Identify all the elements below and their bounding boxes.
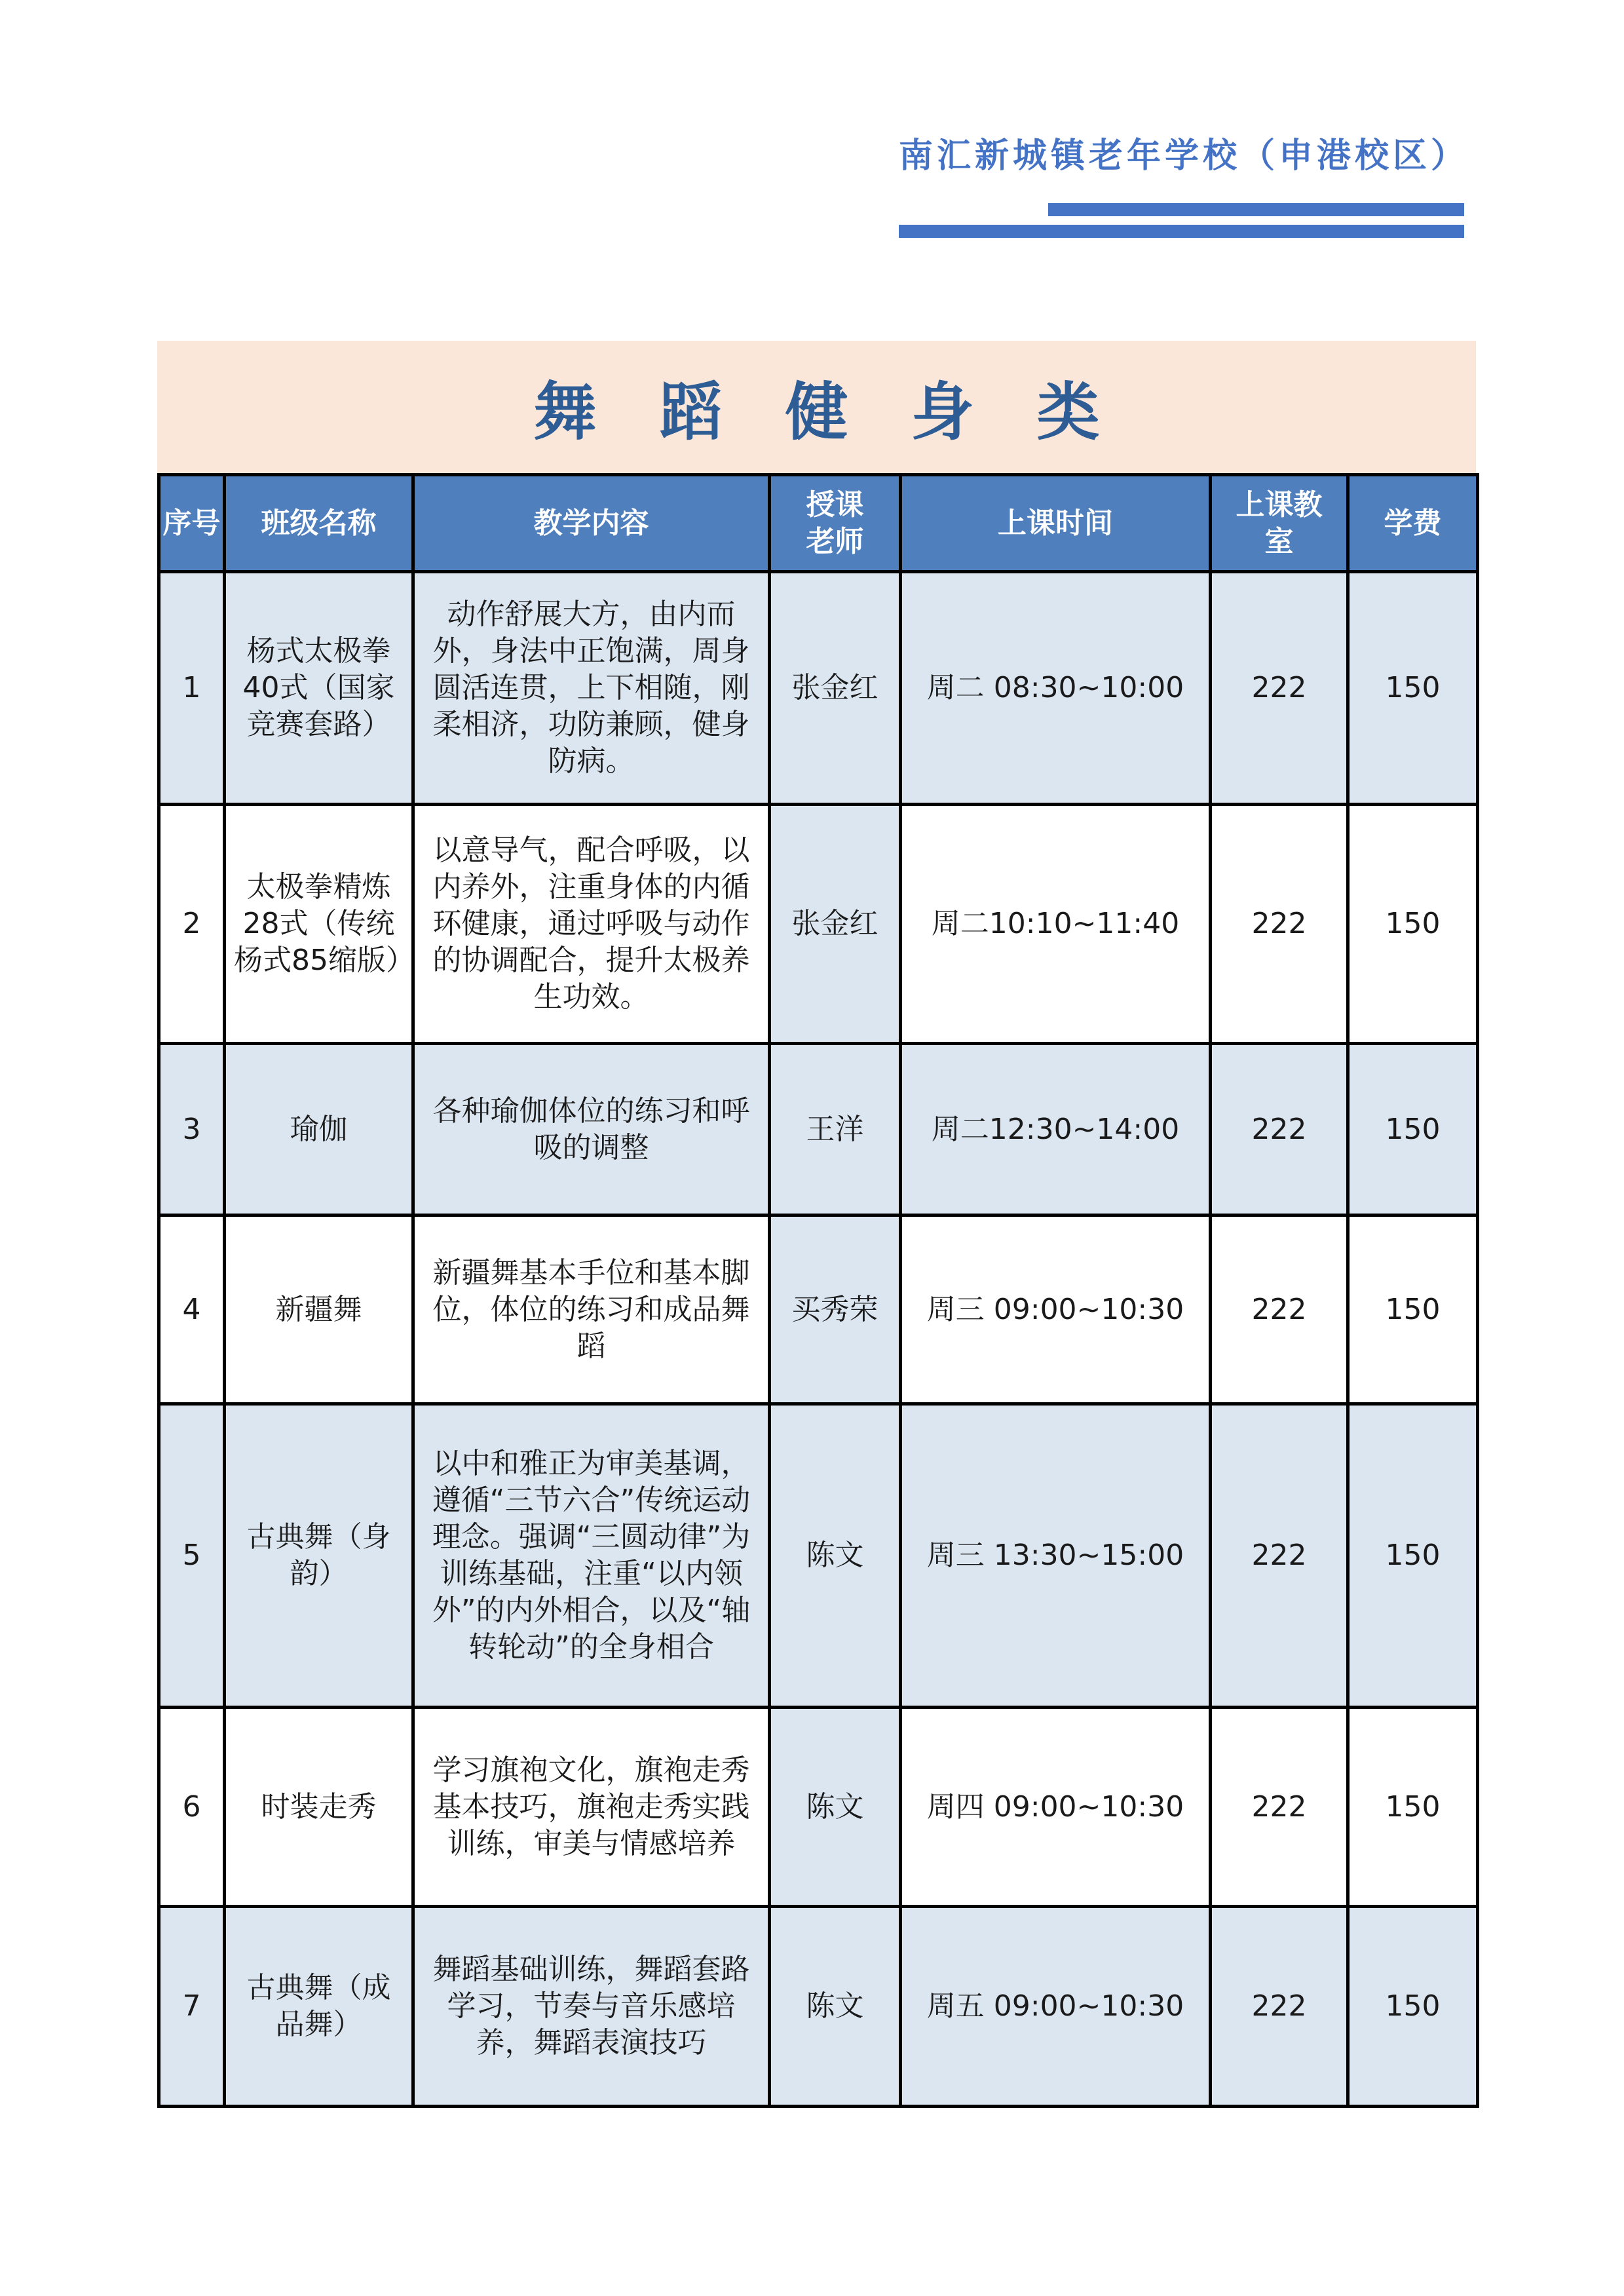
column-header-fee: 学费 [1348, 475, 1478, 572]
category-title: 舞蹈健身类 [533, 375, 1163, 449]
row-time: 周二 08:30~10:00 [901, 572, 1211, 805]
column-header-class-name: 班级名称 [225, 475, 413, 572]
row-index: 5 [159, 1404, 225, 1708]
column-header-time: 上课时间 [901, 475, 1211, 572]
row-content: 以中和雅正为审美基调，遵循“三节六合”传统运动理念。强调“三圆动律”为训练基础，注重“以内领外”的内外相合，以及“轴转轮动”的全身相合 [413, 1404, 770, 1708]
row-time: 周四 09:00~10:30 [901, 1708, 1211, 1907]
column-header-teacher: 授课老师 [770, 475, 901, 572]
column-header-index: 序号 [159, 475, 225, 572]
table-header-row [159, 475, 1478, 572]
row-content: 新疆舞基本手位和基本脚位，体位的练习和成品舞蹈 [413, 1215, 770, 1404]
row-class-name: 新疆舞 [225, 1215, 413, 1404]
row-teacher: 陈文 [770, 1708, 901, 1907]
row-index: 6 [159, 1708, 225, 1907]
table-row [159, 1708, 1478, 1907]
column-header-room: 上课教室 [1211, 475, 1348, 572]
row-time: 周五 09:00~10:30 [901, 1907, 1211, 2107]
row-teacher: 陈文 [770, 1404, 901, 1708]
row-class-name: 古典舞（身韵） [225, 1404, 413, 1708]
table-row [159, 572, 1478, 805]
row-teacher: 王洋 [770, 1044, 901, 1215]
table-row [159, 1044, 1478, 1215]
row-class-name: 杨式太极拳40式（国家竞赛套路） [225, 572, 413, 805]
row-teacher: 张金红 [770, 805, 901, 1044]
table-row [159, 1215, 1478, 1404]
row-fee: 150 [1348, 1044, 1478, 1215]
row-index: 2 [159, 805, 225, 1044]
table-row [159, 805, 1478, 1044]
decorative-bar-top [1048, 203, 1464, 216]
row-fee: 150 [1348, 1708, 1478, 1907]
category-banner [157, 341, 1476, 473]
row-room: 222 [1211, 1404, 1348, 1708]
row-fee: 150 [1348, 805, 1478, 1044]
school-name: 南汇新城镇老年学校（申港校区） [899, 136, 1469, 176]
row-room: 222 [1211, 1708, 1348, 1907]
row-fee: 150 [1348, 1404, 1478, 1708]
row-content: 学习旗袍文化，旗袍走秀基本技巧，旗袍走秀实践训练，审美与情感培养 [413, 1708, 770, 1907]
row-content: 各种瑜伽体位的练习和呼吸的调整 [413, 1044, 770, 1215]
row-index: 3 [159, 1044, 225, 1215]
decorative-bar-bottom [899, 225, 1464, 238]
row-index: 7 [159, 1907, 225, 2107]
row-fee: 150 [1348, 572, 1478, 805]
row-index: 4 [159, 1215, 225, 1404]
row-content: 动作舒展大方，由内而外，身法中正饱满，周身圆活连贯，上下相随，刚柔相济，功防兼顾，健身防病。 [413, 572, 770, 805]
row-time: 周三 09:00~10:30 [901, 1215, 1211, 1404]
row-content: 以意导气，配合呼吸，以内养外，注重身体的内循环健康，通过呼吸与动作的协调配合，提升太极养生功效。 [413, 805, 770, 1044]
table-row [159, 1404, 1478, 1708]
row-room: 222 [1211, 1907, 1348, 2107]
row-content: 舞蹈基础训练，舞蹈套路学习，节奏与音乐感培养，舞蹈表演技巧 [413, 1907, 770, 2107]
row-class-name: 古典舞（成品舞） [225, 1907, 413, 2107]
row-room: 222 [1211, 1044, 1348, 1215]
row-index: 1 [159, 572, 225, 805]
row-teacher: 陈文 [770, 1907, 901, 2107]
course-table [157, 473, 1479, 2108]
row-time: 周三 13:30~15:00 [901, 1404, 1211, 1708]
row-room: 222 [1211, 1215, 1348, 1404]
row-fee: 150 [1348, 1215, 1478, 1404]
row-fee: 150 [1348, 1907, 1478, 2107]
row-class-name: 时装走秀 [225, 1708, 413, 1907]
row-class-name: 太极拳精炼28式（传统杨式85缩版） [225, 805, 413, 1044]
row-time: 周二10:10~11:40 [901, 805, 1211, 1044]
row-room: 222 [1211, 805, 1348, 1044]
table-row [159, 1907, 1478, 2107]
row-class-name: 瑜伽 [225, 1044, 413, 1215]
row-teacher: 张金红 [770, 572, 901, 805]
row-room: 222 [1211, 572, 1348, 805]
column-header-content: 教学内容 [413, 475, 770, 572]
row-time: 周二12:30~14:00 [901, 1044, 1211, 1215]
row-teacher: 买秀荣 [770, 1215, 901, 1404]
